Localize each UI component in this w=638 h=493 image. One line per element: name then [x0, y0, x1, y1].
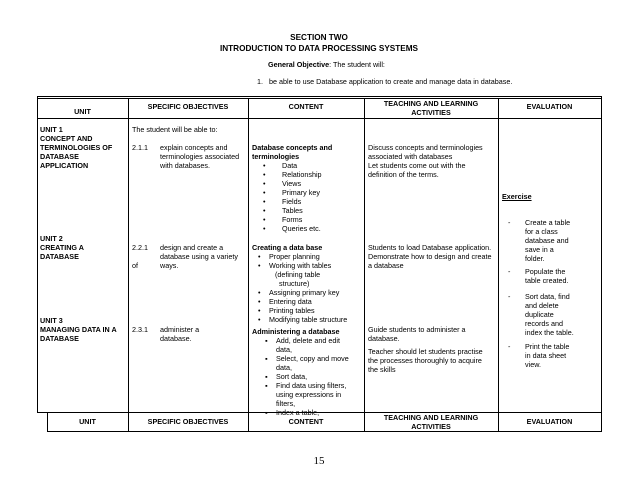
- header-evaluation: EVALUATION: [526, 102, 573, 111]
- unit1-line: DATABASE: [40, 152, 79, 161]
- footer-header-evaluation: EVALUATION: [526, 417, 573, 426]
- activity-line: Teacher should let students practise: [368, 347, 483, 356]
- unit1-objective-number: 2.1.1: [132, 143, 148, 152]
- list-item: • Views: [263, 179, 302, 188]
- unit1-line: CONCEPT AND: [40, 134, 93, 143]
- col-border-2: [248, 98, 249, 412]
- bullet-dot-icon: •: [258, 306, 261, 315]
- activity-line: Demonstrate how to design and create: [368, 252, 492, 261]
- activity-line: Students to load Database application.: [368, 243, 492, 252]
- bullet-dot-icon: •: [263, 224, 266, 233]
- unit2-activities: [368, 243, 491, 270]
- bullet-dot-icon: •: [263, 188, 266, 197]
- evaluation-item: - Create a table for a class database and save in a folder.: [508, 218, 571, 263]
- unit1-line: APPLICATION: [40, 161, 89, 170]
- table-top-border: [37, 96, 602, 97]
- objective-number: 1.: [257, 77, 263, 86]
- bullet-dot-icon: •: [263, 170, 266, 179]
- unit2-line: CREATING A: [40, 243, 84, 252]
- list-item: • Tables: [263, 206, 303, 215]
- dash-icon: -: [508, 342, 511, 351]
- list-item: • Assigning primary key: [258, 288, 340, 297]
- list-item: • Working with tables (defining table structure): [258, 261, 332, 288]
- unit3-activities: [368, 325, 483, 374]
- unit2-objective: [160, 243, 238, 270]
- footer-header-activities-line2: ACTIVITIES: [411, 422, 451, 431]
- unit3-content: [252, 327, 349, 417]
- list-item: • Entering data: [258, 297, 312, 306]
- activity-line: Discuss concepts and terminologies: [368, 143, 483, 152]
- unit2-content-title: Creating a data base: [252, 243, 323, 252]
- unit1-content-title: terminologies: [252, 152, 300, 161]
- unit1-content: [252, 143, 332, 233]
- square-bullet-icon: ▪: [265, 408, 268, 417]
- unit1-line: TERMINOLOGIES OF: [40, 143, 113, 152]
- unit1-content-list: [260, 161, 332, 233]
- page-title: INTRODUCTION TO DATA PROCESSING SYSTEMS: [219, 44, 419, 53]
- unit3-objective-number: 2.3.1: [132, 325, 148, 334]
- unit2-objective-number: 2.2.1: [132, 243, 148, 252]
- unit3-line: UNIT 3: [40, 316, 63, 325]
- square-bullet-icon: ▪: [265, 354, 268, 363]
- activity-line: Let students come out with the: [368, 161, 466, 170]
- col-border-5: [601, 96, 602, 412]
- square-bullet-icon: ▪: [265, 381, 268, 390]
- list-item: • Modifying table structure: [258, 315, 348, 324]
- evaluation-item: - Sort data, find and delete duplicate records and index the table.: [508, 292, 574, 337]
- list-item: • Queries etc.: [263, 224, 321, 233]
- activity-line: Guide students to administer a: [368, 325, 466, 334]
- unit3-cell: [40, 316, 117, 343]
- unit2-objective-line: ways.: [160, 261, 179, 270]
- unit3-line: MANAGING DATA IN A: [40, 325, 117, 334]
- bullet-dot-icon: •: [258, 315, 261, 324]
- unit1-line: UNIT 1: [40, 125, 63, 134]
- list-item: ▪ Add, delete and edit data,: [265, 336, 340, 354]
- col-border-3: [364, 98, 365, 412]
- unit2-line: UNIT 2: [40, 234, 63, 243]
- bullet-dot-icon: •: [258, 288, 261, 297]
- general-objective: [268, 60, 385, 69]
- unit1-objective-line: with databases.: [160, 161, 210, 170]
- evaluation-item: - Print the table in data sheet view.: [508, 342, 570, 369]
- square-bullet-icon: ▪: [265, 372, 268, 381]
- unit2-content-list: [255, 252, 347, 324]
- list-item: • Forms: [263, 215, 303, 224]
- header-activities-line2: ACTIVITIES: [411, 108, 451, 117]
- col-border-4: [498, 98, 499, 412]
- footer-header-objectives: SPECIFIC OBJECTIVES: [147, 417, 229, 426]
- evaluation-item: - Populate the table created.: [508, 267, 569, 285]
- objective-item: be able to use Database application to create and manage data in database.: [269, 77, 513, 86]
- footer-col-border: [601, 412, 602, 431]
- unit2-objective-line: design and create a: [160, 243, 224, 252]
- section-label: SECTION TWO: [290, 33, 348, 42]
- list-item: • Proper planning: [258, 252, 320, 261]
- header-activities: [364, 99, 498, 117]
- list-item: ▪ Find data using filters, using expressions in filters,: [265, 381, 347, 408]
- bullet-dot-icon: •: [263, 179, 266, 188]
- bullet-dot-icon: •: [263, 206, 266, 215]
- header-content: CONTENT: [288, 102, 324, 111]
- dash-icon: -: [508, 218, 511, 227]
- unit3-content-list: [262, 336, 349, 417]
- unit2-cell: [40, 234, 84, 261]
- unit3-objective-line: administer a: [160, 325, 200, 334]
- square-bullet-icon: ▪: [265, 336, 268, 345]
- unit1-activities: [368, 143, 483, 179]
- header-divider: [37, 118, 602, 119]
- table-top-border-inner: [37, 98, 602, 99]
- unit2-content: [252, 243, 347, 324]
- list-item: ▪ Index a table,: [265, 408, 320, 417]
- activity-line: database.: [368, 334, 400, 343]
- dash-icon: -: [508, 267, 511, 276]
- list-item: ▪ Sort data,: [265, 372, 308, 381]
- activity-line: associated with databases: [368, 152, 453, 161]
- unit3-line: DATABASE: [40, 334, 79, 343]
- bullet-dot-icon: •: [258, 252, 261, 261]
- list-item: ▪ Select, copy and move data,: [265, 354, 349, 372]
- list-item: • Primary key: [263, 188, 320, 197]
- footer-header-content: CONTENT: [288, 417, 324, 426]
- unit1-cell: [40, 125, 112, 170]
- header-objectives: SPECIFIC OBJECTIVES: [147, 102, 229, 111]
- activity-line: the skills: [368, 365, 396, 374]
- footer-top-border: [47, 412, 602, 413]
- unit2-line: DATABASE: [40, 252, 79, 261]
- unit3-objective-line: database.: [160, 334, 192, 343]
- footer-header-activities-line1: TEACHING AND LEARNING: [383, 413, 479, 422]
- unit2-objective-of: of: [132, 261, 138, 270]
- unit1-objective: [160, 143, 239, 170]
- bullet-dot-icon: •: [263, 161, 266, 170]
- unit2-objective-line: database using a variety: [160, 252, 238, 261]
- header-unit: UNIT: [74, 107, 91, 116]
- general-objective-text: : The student will:: [329, 60, 385, 69]
- list-item: • Printing tables: [258, 306, 315, 315]
- evaluation-title: Exercise: [502, 192, 532, 201]
- bullet-dot-icon: •: [258, 261, 261, 270]
- list-item: • Fields: [263, 197, 302, 206]
- footer-bottom-border: [47, 431, 602, 432]
- activity-line: definition of the terms.: [368, 170, 439, 179]
- bullet-dot-icon: •: [263, 197, 266, 206]
- list-item: • Relationship: [263, 170, 322, 179]
- list-item: • Data: [263, 161, 298, 170]
- bullet-dot-icon: •: [258, 297, 261, 306]
- unit1-objective-line: terminologies associated: [160, 152, 240, 161]
- unit1-objective-line: explain concepts and: [160, 143, 228, 152]
- activity-line: the processes thoroughly to acquire: [368, 356, 482, 365]
- footer-header-unit: UNIT: [79, 417, 96, 426]
- col-border-1: [128, 98, 129, 412]
- unit3-content-title: Administering a database: [252, 327, 340, 336]
- bullet-dot-icon: •: [263, 215, 266, 224]
- unit1-content-title: Database concepts and: [252, 143, 333, 152]
- page-number: 15: [313, 455, 325, 467]
- header-activities-line1: TEACHING AND LEARNING: [383, 99, 479, 108]
- unit3-objective: [160, 325, 199, 343]
- footer-header-activities: [364, 413, 498, 431]
- dash-icon: -: [508, 292, 511, 301]
- activity-line: a database: [368, 261, 404, 270]
- col-border-0: [37, 96, 38, 412]
- objectives-intro: The student will be able to:: [132, 125, 218, 134]
- general-objective-label: General Objective: [268, 60, 330, 69]
